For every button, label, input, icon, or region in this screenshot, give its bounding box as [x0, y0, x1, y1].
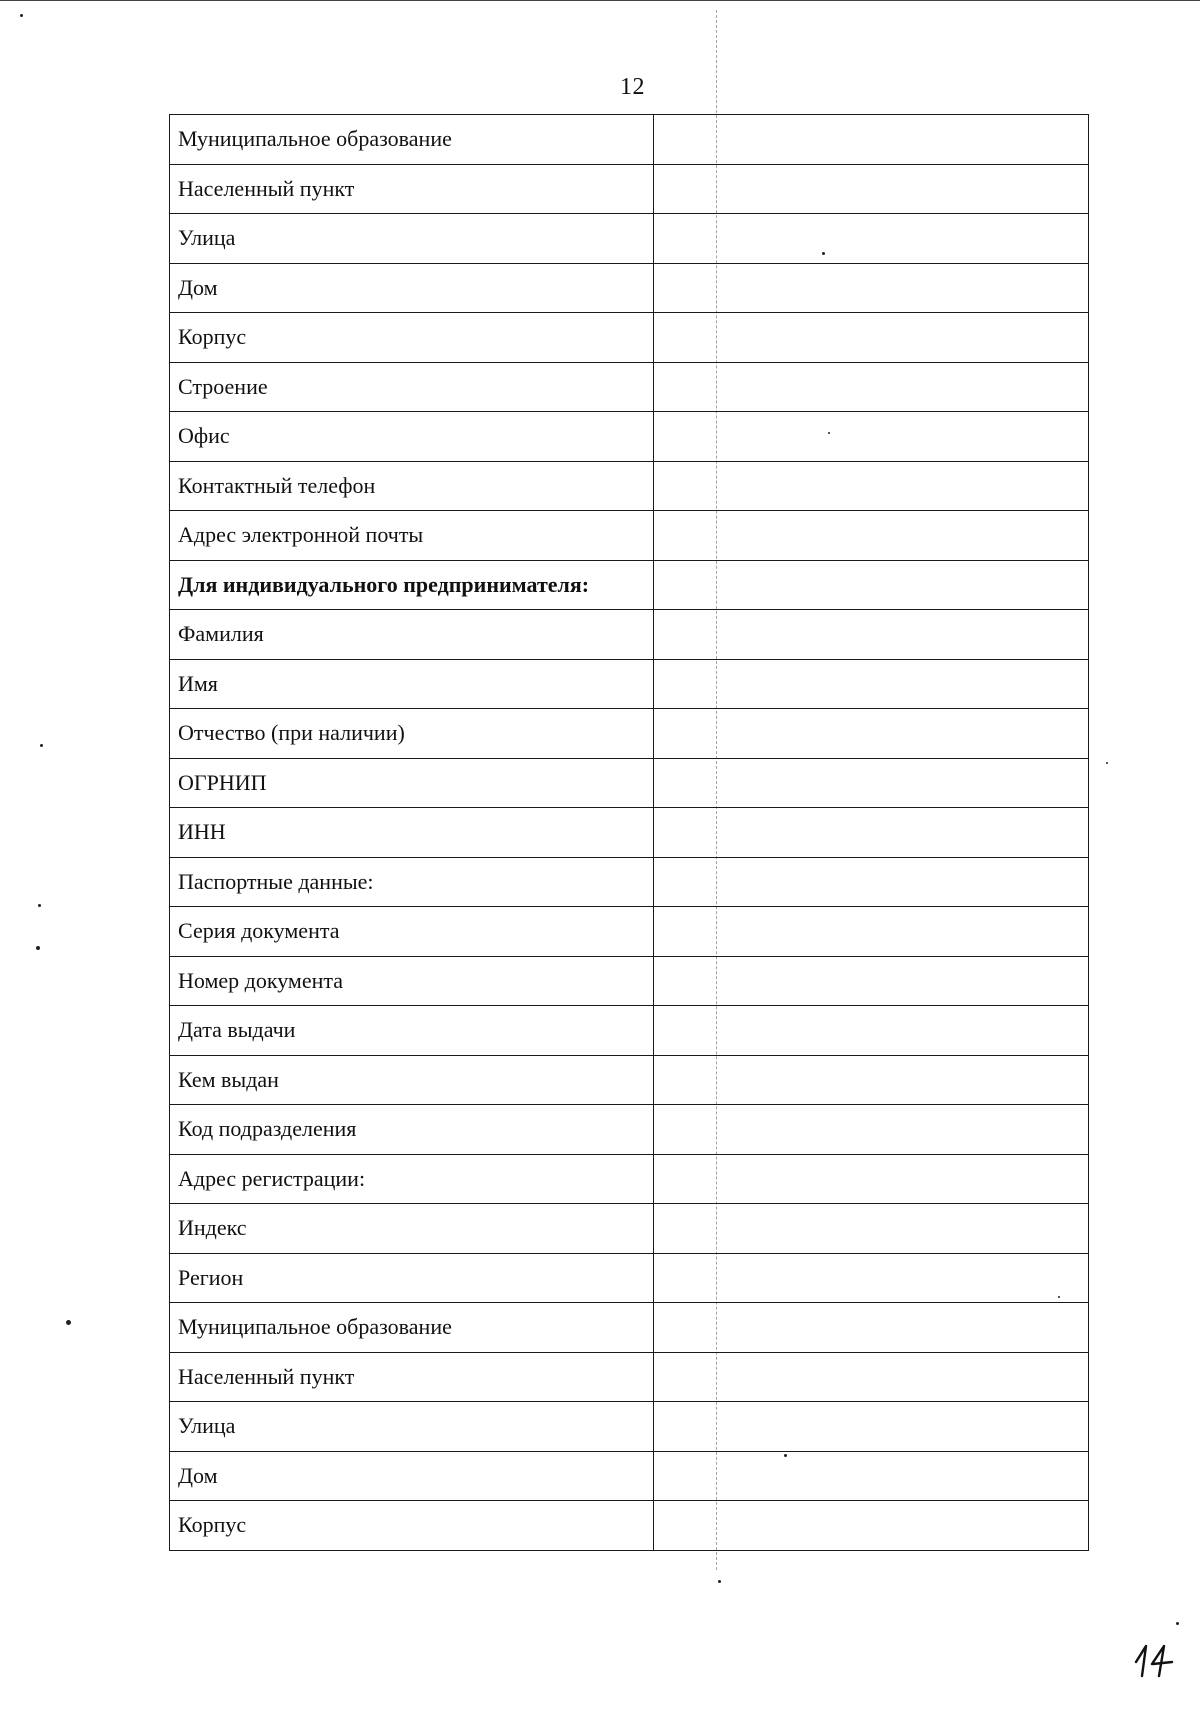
field-value[interactable]: [654, 1154, 1089, 1204]
field-value[interactable]: [654, 610, 1089, 660]
field-value[interactable]: [654, 1253, 1089, 1303]
field-value[interactable]: [654, 1006, 1089, 1056]
field-label: Паспортные данные:: [170, 857, 654, 907]
field-label: ОГРНИП: [170, 758, 654, 808]
field-label: Муниципальное образование: [170, 115, 654, 165]
field-value[interactable]: [654, 1352, 1089, 1402]
field-label: Код подразделения: [170, 1105, 654, 1155]
field-label: Адрес электронной почты: [170, 511, 654, 561]
field-value[interactable]: [654, 1204, 1089, 1254]
table-row: [170, 1253, 1089, 1303]
table-row: [170, 1055, 1089, 1105]
field-value[interactable]: [654, 1501, 1089, 1551]
field-label: Индекс: [170, 1204, 654, 1254]
field-label: Дом: [170, 1451, 654, 1501]
table-body: [170, 115, 1089, 1551]
field-value[interactable]: [654, 808, 1089, 858]
field-value[interactable]: [654, 956, 1089, 1006]
field-label: Серия документа: [170, 907, 654, 957]
table-row: [170, 1402, 1089, 1452]
field-label: Улица: [170, 214, 654, 264]
table-row: [170, 263, 1089, 313]
field-label: Корпус: [170, 313, 654, 363]
table-row: [170, 758, 1089, 808]
table-row: [170, 214, 1089, 264]
field-label: Адрес регистрации:: [170, 1154, 654, 1204]
field-label: Офис: [170, 412, 654, 462]
field-value[interactable]: [654, 709, 1089, 759]
table-row: [170, 115, 1089, 165]
table-row: [170, 857, 1089, 907]
page-number: 12: [620, 74, 645, 100]
field-value[interactable]: [654, 758, 1089, 808]
table-row: [170, 164, 1089, 214]
field-value[interactable]: [654, 1451, 1089, 1501]
field-value[interactable]: [654, 362, 1089, 412]
field-label: Строение: [170, 362, 654, 412]
field-label: Населенный пункт: [170, 164, 654, 214]
field-label: Муниципальное образование: [170, 1303, 654, 1353]
field-value[interactable]: [654, 907, 1089, 957]
field-value[interactable]: [654, 659, 1089, 709]
field-value[interactable]: [654, 214, 1089, 264]
field-value[interactable]: [654, 1055, 1089, 1105]
applicant-data-table: [169, 114, 1089, 1551]
field-value[interactable]: [654, 115, 1089, 165]
table-row: [170, 461, 1089, 511]
field-label: Фамилия: [170, 610, 654, 660]
table-row: [170, 1501, 1089, 1551]
field-value[interactable]: [654, 164, 1089, 214]
field-value[interactable]: [654, 1402, 1089, 1452]
field-value[interactable]: [654, 412, 1089, 462]
table-row: [170, 610, 1089, 660]
field-label: Дом: [170, 263, 654, 313]
scan-top-edge: [0, 0, 1200, 1]
table-row: [170, 1204, 1089, 1254]
table-row: [170, 956, 1089, 1006]
table-row: [170, 313, 1089, 363]
field-label: Номер документа: [170, 956, 654, 1006]
field-label: ИНН: [170, 808, 654, 858]
table-row: [170, 1352, 1089, 1402]
field-value[interactable]: [654, 313, 1089, 363]
table-row: [170, 1451, 1089, 1501]
table-row: [170, 1303, 1089, 1353]
table-row: [170, 560, 1089, 610]
field-label: Регион: [170, 1253, 654, 1303]
section-heading: Для индивидуального предпринимателя:: [170, 560, 654, 610]
table-row: [170, 907, 1089, 957]
field-label: Улица: [170, 1402, 654, 1452]
field-label: Отчество (при наличии): [170, 709, 654, 759]
field-label: Кем выдан: [170, 1055, 654, 1105]
table-row: [170, 1154, 1089, 1204]
field-value[interactable]: [654, 1303, 1089, 1353]
table-row: [170, 511, 1089, 561]
field-label: Населенный пункт: [170, 1352, 654, 1402]
field-value[interactable]: [654, 461, 1089, 511]
table-row: [170, 1105, 1089, 1155]
field-value[interactable]: [654, 857, 1089, 907]
table-row: [170, 659, 1089, 709]
field-value[interactable]: [654, 560, 1089, 610]
field-label: Дата выдачи: [170, 1006, 654, 1056]
field-value[interactable]: [654, 263, 1089, 313]
table-row: [170, 709, 1089, 759]
handwritten-archive-number: [1132, 1632, 1180, 1680]
table-row: [170, 808, 1089, 858]
table-row: [170, 412, 1089, 462]
field-value[interactable]: [654, 511, 1089, 561]
field-label: Корпус: [170, 1501, 654, 1551]
field-label: Контактный телефон: [170, 461, 654, 511]
table-row: [170, 362, 1089, 412]
field-label: Имя: [170, 659, 654, 709]
field-value[interactable]: [654, 1105, 1089, 1155]
table-row: [170, 1006, 1089, 1056]
